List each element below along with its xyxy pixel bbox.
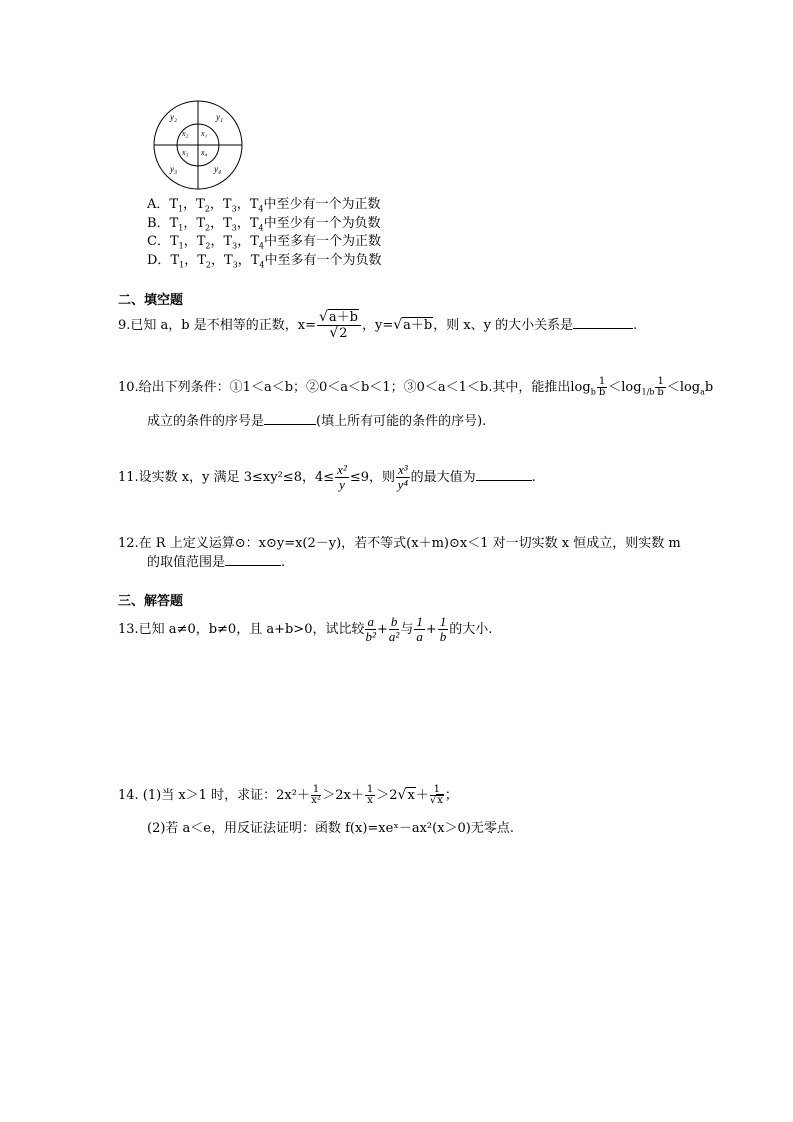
question-12-line1: 12.在 R 上定义运算⊙：x⊙y=x(2－y)，若不等式(x＋m)⊙x＜1 对一切实数 x 恒成立，则实数 m: [118, 536, 681, 551]
option-letter: B．: [147, 216, 170, 231]
question-10-line2: 成立的条件的序号是 (填上所有可能的条件的序号).: [147, 414, 487, 429]
question-11: 11.设实数 x，y 满足 3≤xy²≤8，4≤ $\frac{\text{x²}}{y}$ ≤9，则 $\frac{\text{x³}}{\text{y⁴}}$ 的最大值为 .: [118, 462, 536, 492]
option-text: 中至少有一个为负数: [263, 216, 381, 231]
option-letter: C．: [147, 234, 170, 249]
question-9: 9.已知 a，b 是不相等的正数，x= $\frac{√a+b}{√2}$ ，y=√a＋b，则 x、y 的大小关系是 .: [118, 309, 638, 341]
section-heading-fill: 二、填空题: [118, 293, 184, 308]
question-10-line1: 10.给出下列条件：①1＜a＜b；②0＜a＜b＜1；③0＜a＜1＜b.其中，能推出$\log_b$ $\frac{1}{b}$ $<\log_{1/b}$ $\frac{1}{b}$ $<\log_ab$: [118, 375, 714, 398]
question-14-part2: (2)若 a＜e，用反证法证明：函数 f(x)=xeˣ－ax²(x＞0)无零点.: [147, 821, 515, 836]
label-x3: x₃: [182, 148, 189, 157]
question-14-part1: 14. (1)当 x＞1 时，求证：2x²＋ $\frac{1}{\text{x²}}$ ＞2x＋ $\frac{1}{x}$ ＞2√x＋ $\frac{1}{√x}$ ；: [118, 783, 458, 806]
q10-blank[interactable]: [264, 413, 316, 425]
option-text: 中至少有一个为正数: [263, 197, 381, 212]
q9-mid: ，y=: [361, 318, 394, 333]
label-y1: y₁: [216, 112, 224, 122]
label-y4: y₄: [214, 164, 222, 174]
q9-prefix: 9.已知 a，b 是不相等的正数，x=: [118, 318, 316, 333]
option-letter: A．: [147, 197, 170, 212]
question-13: 13.已知 a≠0，b≠0，且 a+b>0，试比较 $\frac{a}{\text{b²}}$ + $\frac{b}{\text{a²}}$ 与 $\frac{1}{a}$ + $\frac{1}{b}$ 的大小.: [118, 614, 493, 644]
option-b: B．$T_1$，$T_2$，$T_3$，$T_4$中至少有一个为负数: [147, 216, 381, 233]
option-a: A．$T_1$，$T_2$，$T_3$，$T_4$中至少有一个为正数: [147, 197, 381, 214]
option-c: C．$T_1$，$T_2$，$T_3$，$T_4$中至多有一个为正数: [147, 234, 382, 251]
q11-blank[interactable]: [476, 469, 532, 481]
q9-fraction: $\frac{√a+b}{√2}$: [317, 310, 361, 340]
q10-line1: 10.给出下列条件：①1＜a＜b；②0＜a＜b＜1；③0＜a＜1＜b.其中，能推出: [118, 380, 571, 395]
q9-numerator: a＋b: [328, 310, 358, 326]
option-letter: D．: [147, 253, 171, 268]
q9-y-sqrt: a＋b: [403, 318, 433, 333]
question-12-line2: 的取值范围是 .: [147, 555, 286, 570]
q9-denominator: 2: [339, 326, 348, 341]
q9-blank[interactable]: [573, 317, 633, 329]
q9-suffix: ，则 x、y 的大小关系是: [433, 318, 574, 333]
circle-diagram: [150, 100, 246, 190]
label-x1: x₁: [201, 129, 208, 138]
option-d: D．$T_1$，$T_2$，$T_3$，$T_4$中至多有一个为负数: [147, 253, 382, 270]
option-text: 中至多有一个为负数: [264, 253, 382, 268]
label-x2: x₂: [182, 129, 189, 138]
label-y3: y₃: [170, 164, 178, 174]
label-y2: y₂: [170, 112, 178, 122]
option-text: 中至多有一个为正数: [264, 234, 382, 249]
q12-blank[interactable]: [225, 554, 281, 566]
label-x4: x₄: [201, 148, 208, 157]
section-heading-answer: 三、解答题: [118, 594, 184, 609]
